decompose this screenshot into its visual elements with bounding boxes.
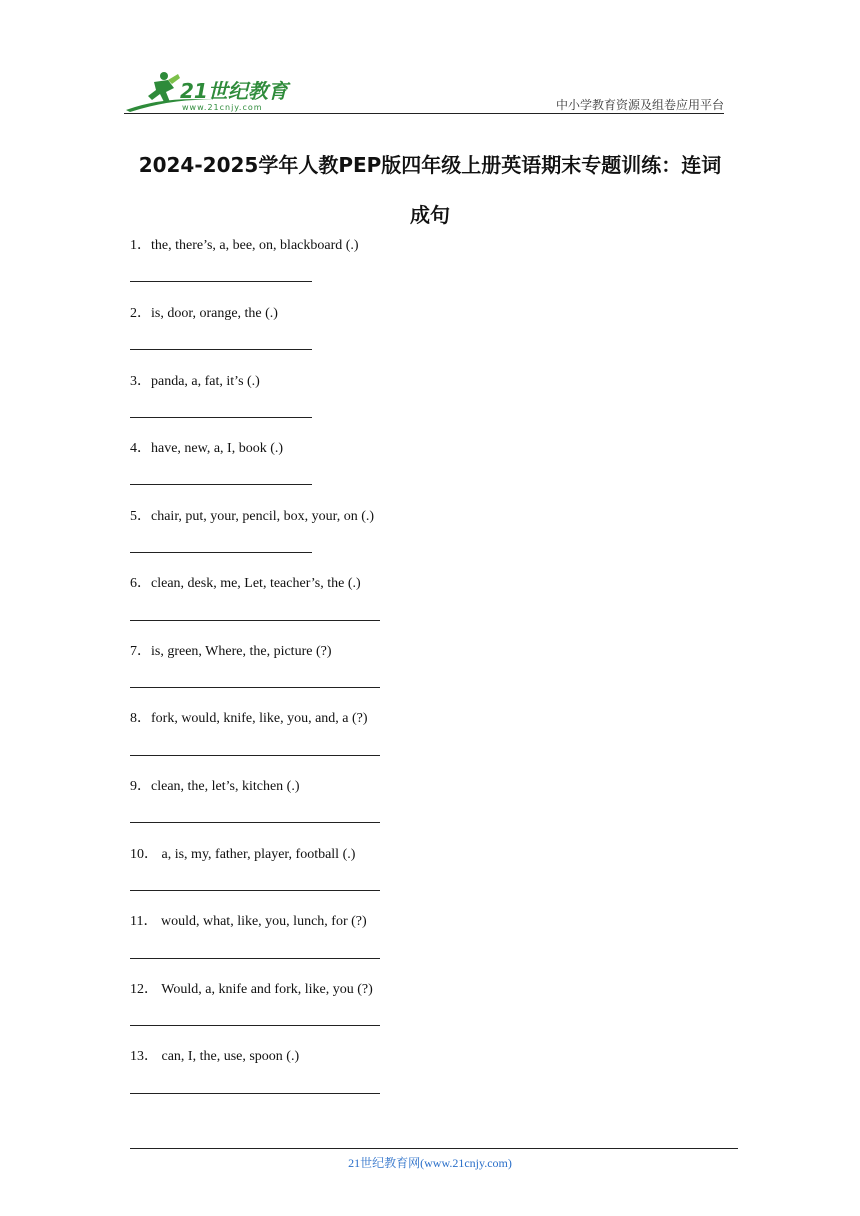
question-8: 8．fork, would, knife, like, you, and, a (?)	[130, 711, 368, 726]
question-4: 4．have, new, a, I, book (.)	[130, 441, 284, 456]
page-header	[124, 66, 724, 116]
question-12: 12． Would, a, knife and fork, like, you (?)	[130, 982, 373, 997]
answer-line-5[interactable]	[130, 552, 312, 553]
footer-text[interactable]: 21世纪教育网(www.21cnjy.com)	[348, 1156, 512, 1170]
answer-line-9[interactable]	[130, 822, 380, 823]
answer-line-12[interactable]	[130, 1025, 380, 1026]
answer-line-7[interactable]	[130, 687, 380, 688]
question-1: 1．the, there’s, a, bee, on, blackboard (.)	[130, 238, 359, 253]
answer-line-6[interactable]	[130, 620, 380, 621]
footer-divider	[130, 1148, 738, 1149]
header-tagline: 中小学教育资源及组卷应用平台	[555, 98, 724, 112]
question-11: 11． would, what, like, you, lunch, for (?)	[130, 914, 367, 929]
title-line-1: 2024-2025学年人教PEP版四年级上册英语期末专题训练：连词	[138, 153, 722, 177]
logo-21cnjy	[124, 70, 294, 114]
header-divider	[124, 113, 724, 114]
question-13: 13． can, I, the, use, spoon (.)	[130, 1049, 300, 1064]
answer-line-3[interactable]	[130, 417, 312, 418]
answer-line-4[interactable]	[130, 484, 312, 485]
question-7: 7．is, green, Where, the, picture (?)	[130, 644, 332, 659]
question-9: 9．clean, the, let’s, kitchen (.)	[130, 779, 300, 794]
answer-line-2[interactable]	[130, 349, 312, 350]
answer-line-13[interactable]	[130, 1093, 380, 1094]
answer-line-1[interactable]	[130, 281, 312, 282]
question-6: 6．clean, desk, me, Let, teacher’s, the (.)	[130, 576, 361, 591]
svg-text:21世纪教育: 21世纪教育	[180, 79, 288, 103]
title-line-2: 成句	[410, 203, 450, 227]
answer-line-10[interactable]	[130, 890, 380, 891]
question-2: 2．is, door, orange, the (.)	[130, 306, 278, 321]
question-10: 10． a, is, my, father, player, football (.)	[130, 847, 356, 862]
question-5: 5．chair, put, your, pencil, box, your, on (.)	[130, 509, 375, 524]
answer-line-11[interactable]	[130, 958, 380, 959]
question-3: 3．panda, a, fat, it’s (.)	[130, 374, 260, 389]
svg-text:www.21cnjy.com: www.21cnjy.com	[182, 103, 263, 112]
answer-line-8[interactable]	[130, 755, 380, 756]
page-title	[120, 140, 740, 240]
